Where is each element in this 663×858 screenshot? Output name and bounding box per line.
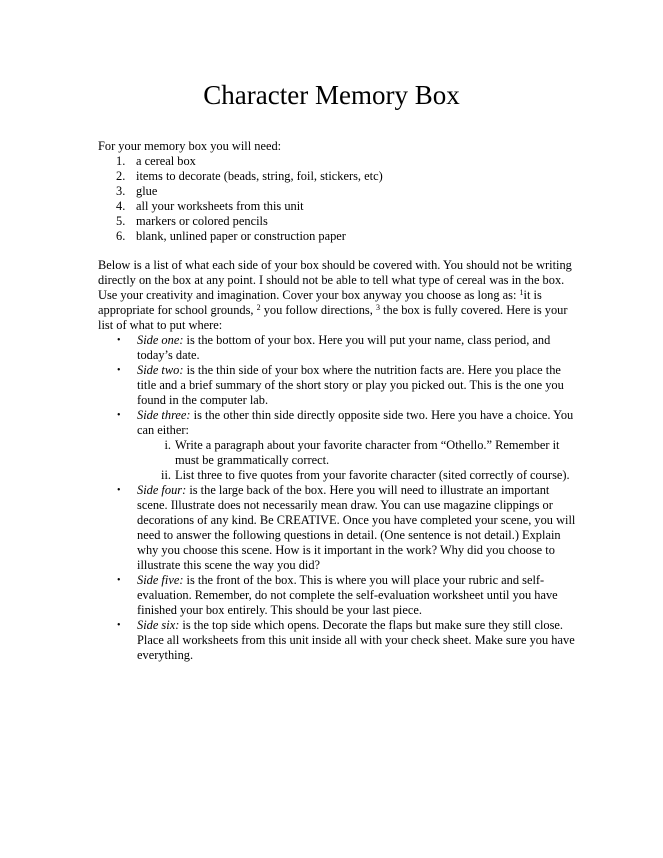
superscript-3: 3 bbox=[375, 303, 380, 312]
superscript-2: 2 bbox=[256, 303, 261, 312]
side-text: is the large back of the box. Here you will need to illustrate an important scene. Illustrate does not necessarily mean draw. You can use magazine clippings or decorations of any kind. Be CREATIVE. Once you have completed your scene, you will need to answer the following questions in detail. (One sentence is not detail.) Explain why you choose this scene. How is it important in the work? Why did you choose to illustrate this scene the way you did? bbox=[137, 483, 576, 572]
side-name: Side three: bbox=[137, 408, 191, 422]
side-item bbox=[98, 483, 578, 573]
instructions-section bbox=[98, 258, 578, 663]
side-text: is the bottom of your box. Here you will put your name, class period, and today’s date. bbox=[137, 333, 551, 362]
list-text: glue bbox=[136, 184, 158, 198]
list-item bbox=[98, 214, 578, 229]
bullet-icon: • bbox=[117, 365, 121, 376]
side-item bbox=[98, 618, 578, 663]
choice-item bbox=[137, 468, 578, 483]
list-item bbox=[98, 199, 578, 214]
list-item bbox=[98, 154, 578, 169]
side-text: is the front of the box. This is where you will place your rubric and self-evaluation. Remember, do not complete the self-evaluation worksheet until you have finished your box entirely. This should be your last piece. bbox=[137, 573, 558, 617]
side-text: is the top side which opens. Decorate the flaps but make sure they still close. Place all worksheets from this unit inside all with your check sheet. Make sure you have everything. bbox=[137, 618, 575, 662]
list-text: all your worksheets from this unit bbox=[136, 199, 304, 213]
list-item bbox=[98, 184, 578, 199]
bullet-icon: • bbox=[117, 410, 121, 421]
side-name: Side two: bbox=[137, 363, 184, 377]
choice-item bbox=[137, 438, 578, 468]
list-item bbox=[98, 229, 578, 244]
list-text: blank, unlined paper or construction paper bbox=[136, 229, 346, 243]
side-item bbox=[98, 333, 578, 363]
choice-number: ii. bbox=[161, 468, 171, 482]
bullet-icon: • bbox=[117, 620, 121, 631]
list-number: 4. bbox=[116, 199, 126, 213]
list-number: 3. bbox=[116, 184, 126, 198]
choice-number: i. bbox=[164, 438, 171, 452]
list-text: items to decorate (beads, string, foil, stickers, etc) bbox=[136, 169, 383, 183]
materials-intro: For your memory box you will need: bbox=[98, 139, 282, 153]
side-text: is the thin side of your box where the nutrition facts are. Here you place the title and a brief summary of the short story or play you picked out. This is the one you found in the computer lab. bbox=[137, 363, 564, 407]
side-item bbox=[98, 363, 578, 408]
list-number: 1. bbox=[116, 154, 126, 168]
side-name: Side six: bbox=[137, 618, 180, 632]
materials-section bbox=[98, 139, 578, 244]
paragraph-text: Below is a list of what each side of your box should be covered with. You should not be writing directly on the box at any point. I should not be able to tell what type of cereal was in the box. Use your creativity and imagination. Cover your box anyway you choose as long as: bbox=[98, 258, 572, 302]
paragraph-text: the box is fully covered. Here is your list of what to put where: bbox=[98, 303, 568, 332]
side-text: is the other thin side directly opposite side two. Here you have a choice. You can either: bbox=[137, 408, 574, 437]
bullet-icon: • bbox=[117, 335, 121, 346]
bullet-icon: • bbox=[117, 485, 121, 496]
list-text: a cereal box bbox=[136, 154, 196, 168]
choice-text: Write a paragraph about your favorite character from “Othello.” Remember it must be grammatically correct. bbox=[175, 438, 560, 467]
list-number: 2. bbox=[116, 169, 126, 183]
side-item bbox=[98, 573, 578, 618]
list-number: 6. bbox=[116, 229, 126, 243]
side-name: Side four: bbox=[137, 483, 187, 497]
instructions-paragraph bbox=[98, 258, 578, 333]
choice-text: List three to five quotes from your favorite character (sited correctly of course). bbox=[175, 468, 570, 482]
paragraph-text: you follow directions, bbox=[260, 303, 376, 317]
bullet-icon: • bbox=[117, 575, 121, 586]
choice-list bbox=[137, 438, 578, 483]
side-name: Side five: bbox=[137, 573, 184, 587]
list-number: 5. bbox=[116, 214, 126, 228]
sides-list bbox=[98, 333, 578, 663]
side-item bbox=[98, 408, 578, 483]
side-name: Side one: bbox=[137, 333, 184, 347]
list-text: markers or colored pencils bbox=[136, 214, 268, 228]
paragraph-text: it is appropriate for school grounds, bbox=[98, 288, 542, 317]
materials-list bbox=[98, 154, 578, 244]
list-item bbox=[98, 169, 578, 184]
superscript-1: 1 bbox=[519, 288, 524, 297]
page-title: Character Memory Box bbox=[203, 80, 460, 110]
